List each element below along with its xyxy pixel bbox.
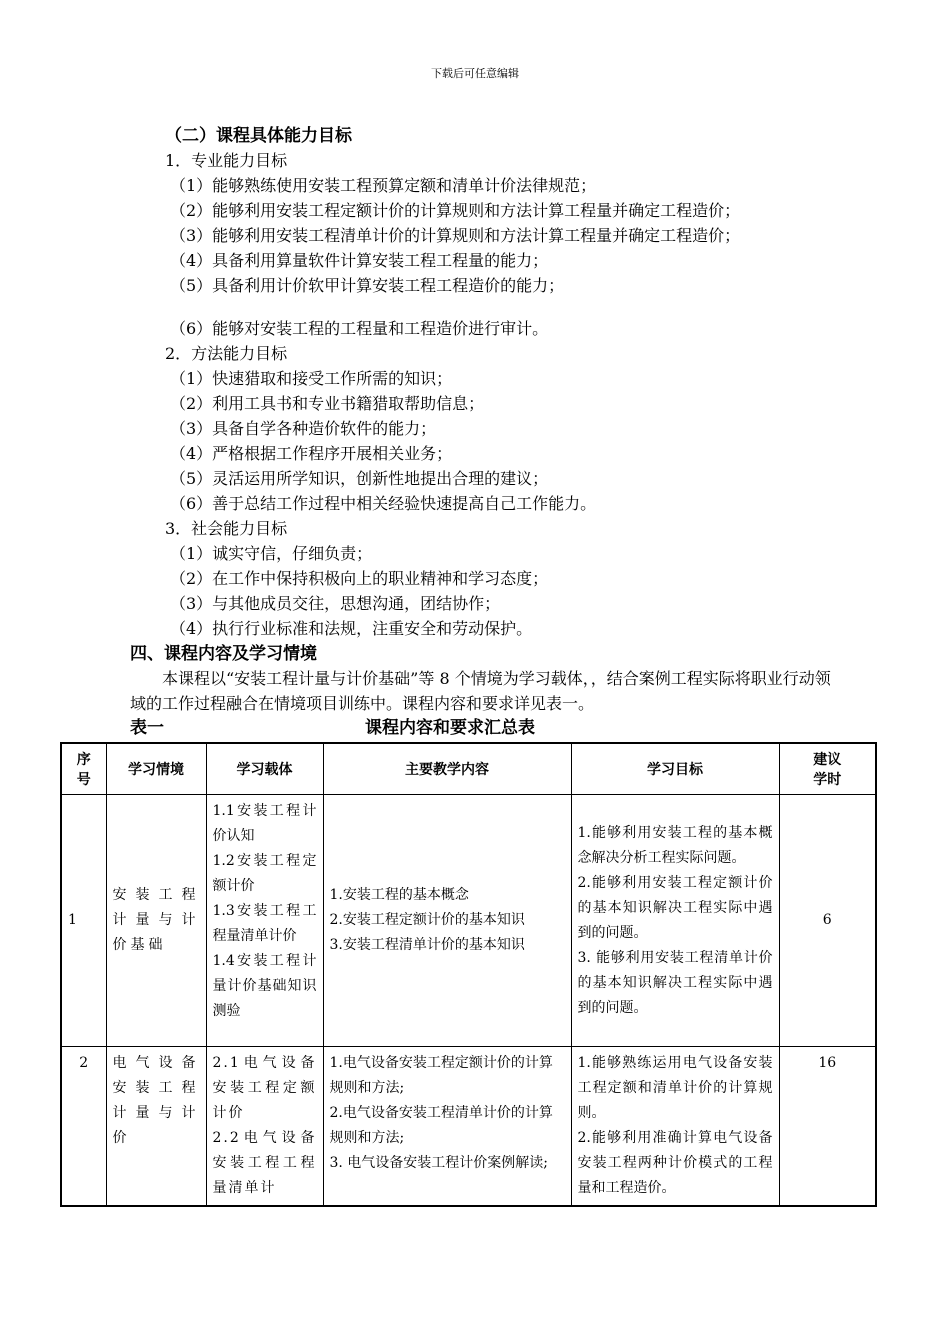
section4-title: 四、课程内容及学习情境 — [130, 644, 317, 664]
table-header-row — [61, 743, 876, 795]
method-item: （3）具备自学各种造价软件的能力； — [170, 419, 437, 438]
row2-seq: 2 — [61, 1047, 106, 1207]
method-item: （1）快速猎取和接受工作所需的知识； — [170, 369, 453, 388]
method-item: （6）善于总结工作过程中相关经验快速提高自己工作能力。 — [170, 494, 597, 513]
social-item: （1）诚实守信，仔细负责； — [170, 544, 373, 563]
goal-item: 2.能够利用安装工程定额计价的基本知识解决工程实际中遇到的问题。 — [577, 874, 773, 941]
carrier-item: 2.2电气设备安装工程工程量清单计 — [212, 1130, 317, 1196]
row2-situation: 电气设备安装工程计量与计价 — [106, 1047, 206, 1207]
header-seq — [61, 743, 106, 795]
row2-hours: 16 — [779, 1047, 876, 1207]
row2-carrier — [206, 1047, 323, 1207]
professional-heading: 1．专业能力目标 — [165, 151, 288, 170]
table-label: 表一 — [130, 718, 164, 738]
professional-item: （3）能够利用安装工程清单计价的计算规则和方法计算工程量并确定工程造价； — [170, 226, 741, 245]
professional-item: （5）具备利用计价软甲计算安装工程工程造价的能力； — [170, 276, 565, 295]
method-item: （2）利用工具书和专业书籍猎取帮助信息； — [170, 394, 485, 413]
method-item: （5）灵活运用所学知识，创新性地提出合理的建议； — [170, 469, 549, 488]
carrier-item: 1.1安装工程计价认知 — [212, 803, 317, 844]
header-hours-line2: 学时 — [813, 772, 842, 788]
header-content: 主要教学内容 — [323, 743, 571, 795]
goal-item: 1.能够熟练运用电气设备安装工程定额和清单计价的计算规则。 — [577, 1055, 773, 1121]
carrier-item: 1.4安装工程计量计价基础知识测验 — [212, 953, 317, 1019]
method-item: （4）严格根据工作程序开展相关业务； — [170, 444, 453, 463]
table-row — [61, 1047, 876, 1207]
header-carrier: 学习载体 — [206, 743, 323, 795]
carrier-item: 1.2安装工程定额计价 — [212, 853, 317, 894]
professional-item: （1）能够熟练使用安装工程预算定额和清单计价法律规范； — [170, 176, 597, 195]
section4-paragraph: 本课程以“安装工程计量与计价基础”等 8 个情境为学习载体，，结合案例工程实际将职业行动领域的工作过程融合在情境项目训练中。课程内容和要求详见表一。 — [130, 669, 831, 713]
row1-situation: 安装工程计量与计价基础 — [106, 795, 206, 1047]
row2-content — [323, 1047, 571, 1207]
professional-item: （2）能够利用安装工程定额计价的计算规则和方法计算工程量并确定工程造价； — [170, 201, 741, 220]
header-note: 下载后可任意编辑 — [431, 67, 519, 80]
header-hours-line1: 建议 — [813, 752, 842, 768]
row1-hours: 6 — [779, 795, 876, 1047]
professional-item: （6）能够对安装工程的工程量和工程造价进行审计。 — [170, 319, 549, 338]
content-item: 3. 电气设备安装工程计价案例解读; — [329, 1155, 549, 1171]
professional-item: （4）具备利用算量软件计算安装工程工程量的能力； — [170, 251, 549, 270]
goal-item: 2.能够利用准确计算电气设备安装工程两种计价模式的工程量和工程造价。 — [577, 1130, 773, 1196]
social-heading: 3．社会能力目标 — [165, 519, 288, 538]
row1-goal — [571, 795, 779, 1047]
row1-content — [323, 795, 571, 1047]
social-item: （2）在工作中保持积极向上的职业精神和学习态度； — [170, 569, 549, 588]
social-item: （4）执行行业标准和法规，注重安全和劳动保护。 — [170, 619, 533, 638]
header-seq-line2: 号 — [76, 772, 91, 788]
content-item: 1.安装工程的基本概念 — [329, 887, 469, 903]
row1-carrier — [206, 795, 323, 1047]
table-title: 课程内容和要求汇总表 — [365, 718, 535, 738]
header-situation: 学习情境 — [106, 743, 206, 795]
goal-item: 3. 能够利用安装工程清单计价的基本知识解决工程实际中遇到的问题。 — [577, 949, 773, 1016]
section2-title: （二）课程具体能力目标 — [165, 126, 352, 146]
carrier-item: 2.1电气设备安装工程定额计价 — [212, 1055, 317, 1121]
content-item: 3.安装工程清单计价的基本知识 — [329, 937, 525, 953]
header-seq-line1: 序 — [76, 752, 91, 768]
table-row — [61, 795, 876, 1047]
method-heading: 2．方法能力目标 — [165, 344, 288, 363]
carrier-item: 1.3安装工程工程量清单计价 — [212, 903, 317, 944]
goal-item: 1.能够利用安装工程的基本概念解决分析工程实际问题。 — [577, 824, 773, 866]
content-item: 2.电气设备安装工程清单计价的计算规则和方法; — [329, 1105, 553, 1146]
row1-seq: 1 — [61, 795, 106, 1047]
content-item: 1.电气设备安装工程定额计价的计算规则和方法; — [329, 1055, 553, 1096]
course-content-table — [60, 742, 877, 1207]
row2-goal — [571, 1047, 779, 1207]
content-item: 2.安装工程定额计价的基本知识 — [329, 912, 525, 928]
header-goal: 学习目标 — [571, 743, 779, 795]
header-hours — [779, 743, 876, 795]
social-item: （3）与其他成员交往，思想沟通，团结协作； — [170, 594, 501, 613]
